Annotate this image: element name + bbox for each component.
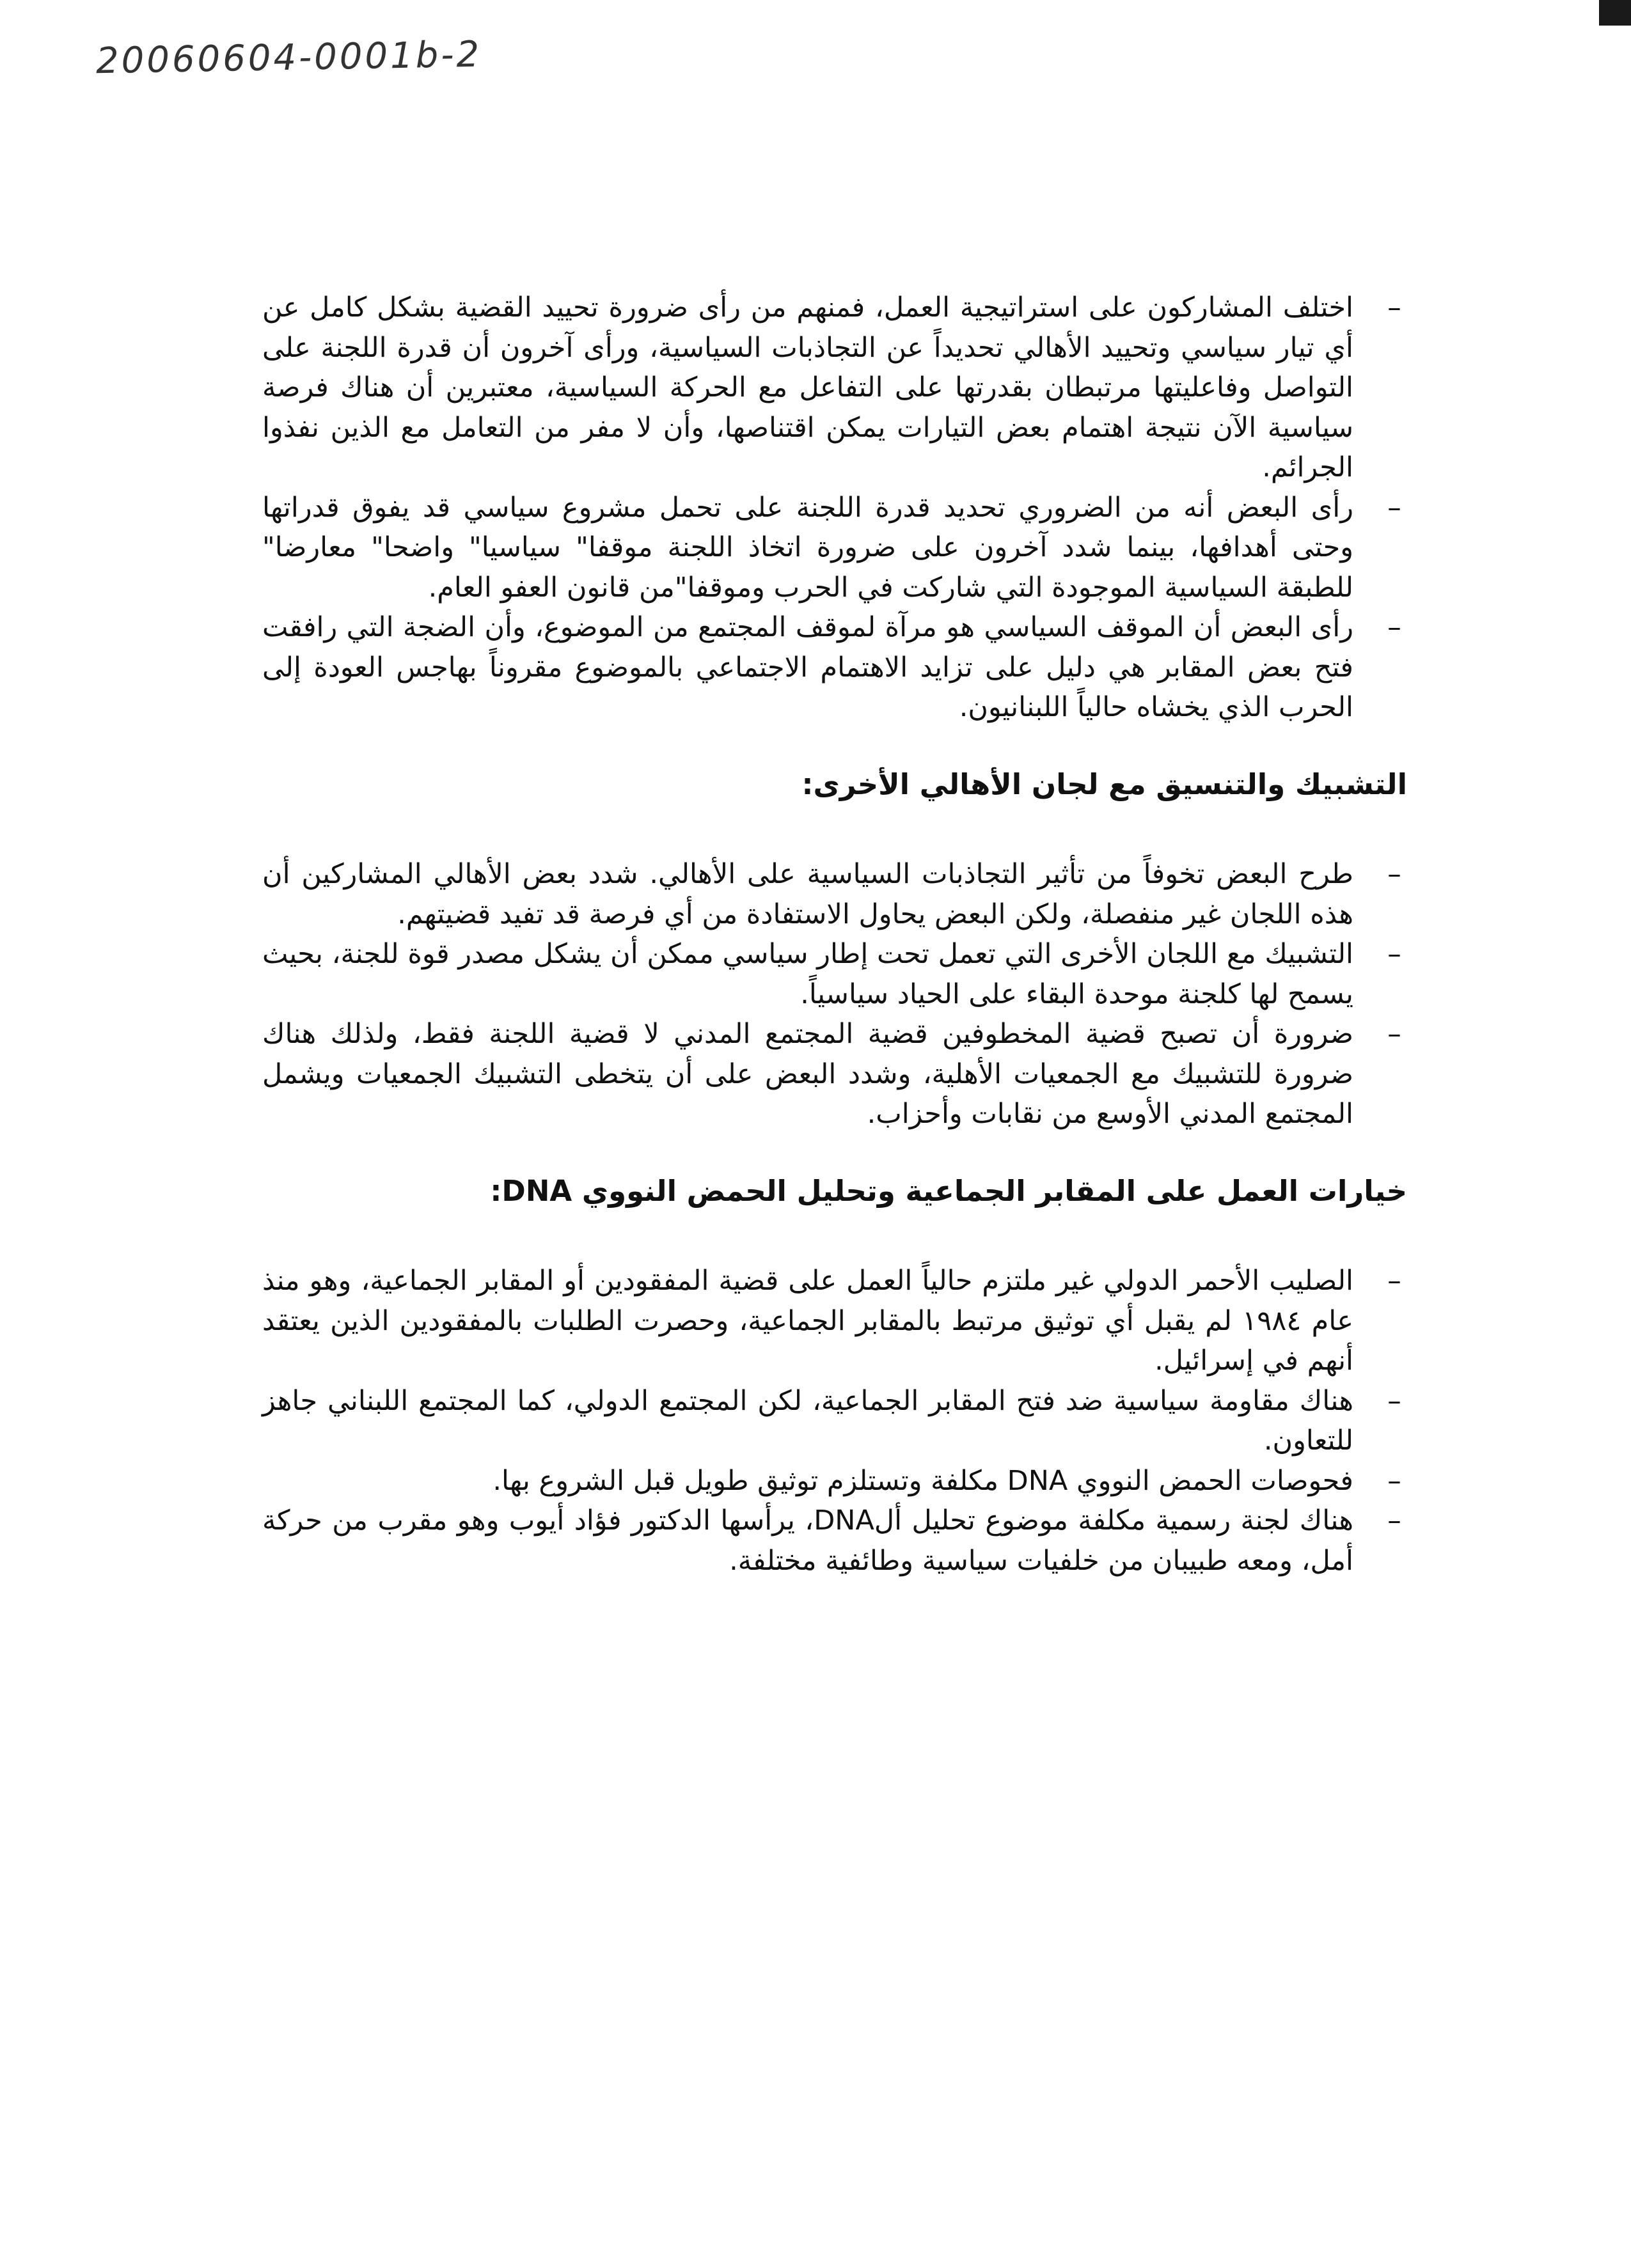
list-item <box>262 1261 1407 1381</box>
bullet-marker: – <box>1387 1384 1401 1417</box>
bullet-marker: – <box>1387 491 1401 524</box>
list-item <box>262 1501 1407 1581</box>
bullet-list-mass-graves <box>262 1261 1407 1581</box>
section-heading-mass-graves-dna: خيارات العمل على المقابر الجماعية وتحليل الحمض النووي DNA: <box>490 1173 1407 1208</box>
list-item <box>262 488 1407 608</box>
bullet-text: رأى البعض أن الموقف السياسي هو مرآة لموقف المجتمع من الموضوع، وأن الضجة التي رافقت فتح بعض المقابر هي دليل على تزايد الاهتمام الاجتماعي بالموضوع مقروناً بهاجس العودة إلى الحرب الذي يخشاه حالياً اللبنانيون. <box>262 611 1353 723</box>
list-item <box>262 607 1407 728</box>
list-item <box>262 1014 1407 1134</box>
bullet-text: فحوصات الحمض النووي DNA مكلفة وتستلزم توثيق طويل قبل الشروع بها. <box>492 1464 1353 1497</box>
bullet-text: هناك مقاومة سياسية ضد فتح المقابر الجماعية، لكن المجتمع الدولي، كما المجتمع اللبناني جاهز للتعاون. <box>262 1384 1353 1457</box>
bullet-text: رأى البعض أنه من الضروري تحديد قدرة اللجنة على تحمل مشروع سياسي قد يفوق قدراتها وحتى أهدافها، بينما شدد آخرون على ضرورة اتخاذ اللجنة موقفا" سياسيا" واضحا" معارضا" للطبقة السياسية الموجودة التي شاركت في الحرب وموقفا"من قانون العفو العام. <box>262 491 1353 604</box>
bullet-text: اختلف المشاركون على استراتيجية العمل، فمنهم من رأى ضرورة تحييد القضية بشكل كامل عن أي تيار سياسي وتحييد الأهالي تحديداً عن التجاذبات السياسية، ورأى آخرون أن قدرة اللجنة على التواصل وفاعليتها مرتبطان بقدرتها على التفاعل مع الحركة السياسية، معتبرين أن هناك فرصة سياسية الآن نتيجة اهتمام بعض التيارات يمكن اقتناصها، وأن لا مفر من التعامل مع الذين نفذوا الجرائم. <box>262 292 1353 483</box>
bullet-list-strategy <box>262 288 1407 728</box>
list-item <box>262 854 1407 934</box>
bullet-marker: – <box>1387 1018 1401 1050</box>
bullet-text: هناك لجنة رسمية مكلفة موضوع تحليل ألDNA، يرأسها الدكتور فؤاد أيوب وهو مقرب من حركة أمل، ومعه طبيبان من خلفيات سياسية وطائفية مختلفة. <box>262 1505 1354 1577</box>
bullet-list-networking <box>262 854 1407 1134</box>
scan-corner-mark <box>1599 0 1631 26</box>
list-item <box>262 934 1407 1014</box>
list-item <box>262 288 1407 488</box>
document-id-stamp: 20060604-0001b-2 <box>95 33 482 82</box>
section-heading-networking: التشبيك والتنسيق مع لجان الأهالي الأخرى: <box>801 767 1407 801</box>
bullet-marker: – <box>1387 292 1401 324</box>
bullet-marker: – <box>1387 1265 1401 1297</box>
list-item <box>262 1381 1407 1461</box>
list-item <box>262 1461 1407 1501</box>
bullet-marker: – <box>1387 1505 1401 1537</box>
bullet-text: طرح البعض تخوفاً من تأثير التجاذبات السياسية على الأهالي. شدد بعض الأهالي المشاركين أن هذه اللجان غير منفصلة، ولكن البعض يحاول الاستفادة من أي فرصة قد تفيد قضيتهم. <box>262 858 1353 930</box>
bullet-text: الصليب الأحمر الدولي غير ملتزم حالياً العمل على قضية المفقودين أو المقابر الجماعية، وهو منذ عام ١٩٨٤ لم يقبل أي توثيق مرتبط بالمقابر الجماعية، وحصرت الطلبات بالمفقودين الذين يعتقد أنهم في إسرائيل. <box>262 1265 1353 1377</box>
bullet-marker: – <box>1387 938 1401 970</box>
bullet-text: التشبيك مع اللجان الأخرى التي تعمل تحت إطار سياسي ممكن أن يشكل مصدر قوة للجنة، بحيث يسمح لها كلجنة موحدة البقاء على الحياد سياسياً. <box>262 938 1353 1010</box>
bullet-text: ضرورة أن تصبح قضية المخطوفين قضية المجتمع المدني لا قضية اللجنة فقط، ولذلك هناك ضرورة للتشبيك مع الجمعيات الأهلية، وشدد البعض على أن يتخطى التشبيك الجمعيات ويشمل المجتمع المدني الأوسع من نقابات وأحزاب. <box>262 1018 1353 1130</box>
document-body <box>262 288 1407 1581</box>
bullet-marker: – <box>1387 611 1401 643</box>
bullet-marker: – <box>1387 858 1401 890</box>
bullet-marker: – <box>1387 1464 1401 1497</box>
